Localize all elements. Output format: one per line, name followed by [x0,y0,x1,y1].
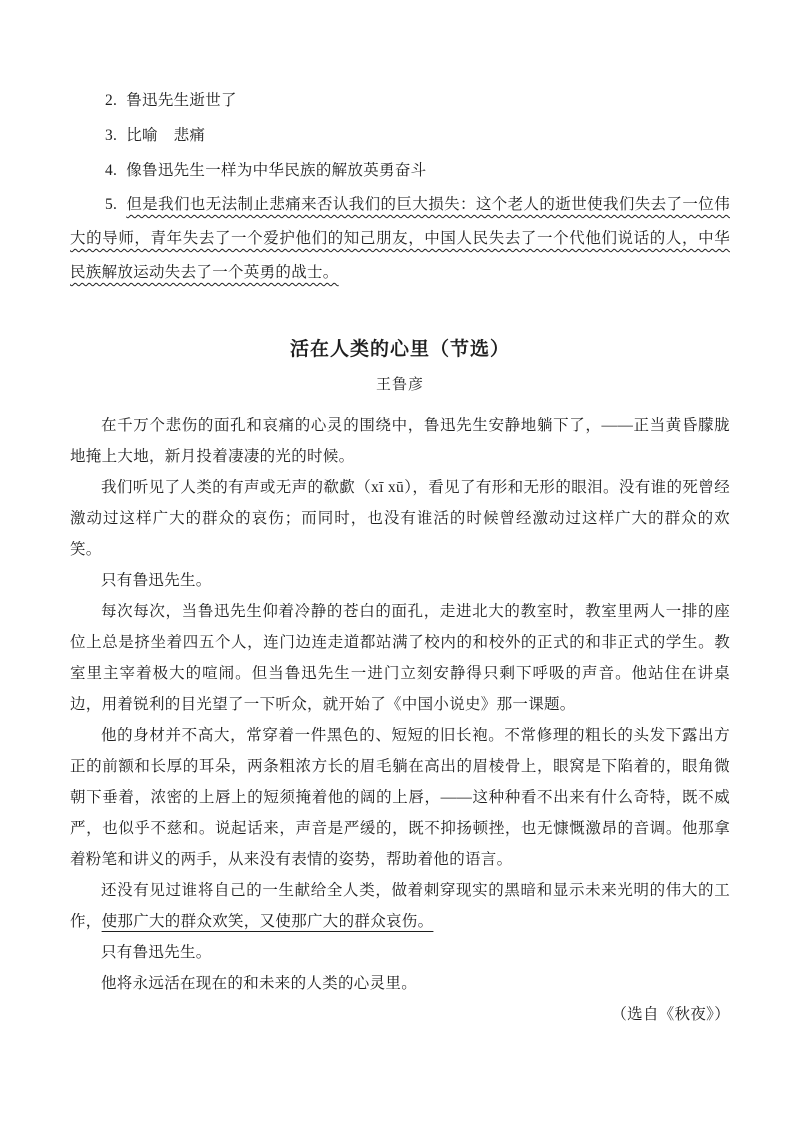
paragraph-6 [70,875,730,937]
answer-number: 5. [105,196,118,213]
answer-text: 鲁迅先生逝世了 [126,92,237,109]
answer-item-4 [70,153,730,188]
passage-author: 王鲁彦 [375,377,424,393]
passage-title: 活在人类的心里（节选） [289,339,510,360]
answer-text: 比喻 悲痛 [126,127,206,144]
answer-number: 2. [105,92,118,109]
answer-item-5 [70,188,730,290]
source-attribution: （选自《秋夜》） [611,1006,730,1023]
answer-text: 像鲁迅先生一样为中华民族的解放英勇奋斗 [126,162,427,179]
paragraph-2: 我们听见了人类的有声或无声的欷歔（xī xū），看见了有形和无形的眼泪。没有谁的死曾经激动过这样广大的群众的哀伤；而同时，也没有谁活的时候曾经激动过这样广大的群众的欢笑。 [70,479,730,558]
paragraph-5: 他的身材并不高大，常穿着一件黑色的、短短的旧长袍。不常修理的粗长的头发下露出方正的前额和长厚的耳朵，两条粗浓方长的眉毛躺在高出的眉棱骨上，眼窝是下陷着的，眼角微朝下垂着，浓密的上唇上的短须掩着他的阔的上唇，——这种种看不出来有什么奇特，既不威严，也似乎不慈和。说起话来，声音是严缓的，既不抑扬顿挫，也无慷慨激昂的音调。他那拿着粉笔和讲义的两手，从来没有表情的姿势，帮助着他的语言。 [70,727,730,868]
paragraph-8: 他将永远活在现在的和未来的人类的心灵里。 [101,975,418,992]
paragraph-1: 在千万个悲伤的面孔和哀痛的心灵的围绕中，鲁迅先生安静地躺下了，——正当黄昏朦胧地掩上大地，新月投着凄凄的光的时候。 [70,417,730,465]
answer-text-underlined: 但是我们也无法制止悲痛来否认我们的巨大损失：这个老人的逝世使我们失去了一位伟大的导师，青年失去了一个爱护他们的知己朋友，中国人民失去了一个代他们说话的人，中华民族解放运动失去了一个英勇的战士。 [70,196,730,281]
answer-item-3 [70,118,730,153]
answer-item-2 [70,83,730,118]
paragraph-3: 只有鲁迅先生。 [101,572,212,589]
paragraph-6-underlined-text: 使那广大的群众欢笑，又使那广大的群众哀伤。 [101,913,434,930]
paragraph-7: 只有鲁迅先生。 [101,944,212,961]
answers-list [70,83,730,290]
answer-number: 4. [105,162,118,179]
paragraph-6-text: 还没有见过谁将自己的一生献给全人类，做着刺穿现实的黑暗和显示未来光明的伟大的工作， [70,882,730,930]
paragraph-4: 每次每次，当鲁迅先生仰着冷静的苍白的面孔，走进北大的教室时，教室里两人一排的座位上总是挤坐着四五个人，连门边连走道都站满了校内的和校外的正式的和非正式的学生。教室里主宰着极大的喧闹。但当鲁迅先生一进门立刻安静得只剩下呼吸的声音。他站住在讲桌边，用着锐利的目光望了一下听众，就开始了《中国小说史》那一课题。 [70,603,730,713]
answer-number: 3. [105,127,118,144]
passage-body [70,410,730,1030]
